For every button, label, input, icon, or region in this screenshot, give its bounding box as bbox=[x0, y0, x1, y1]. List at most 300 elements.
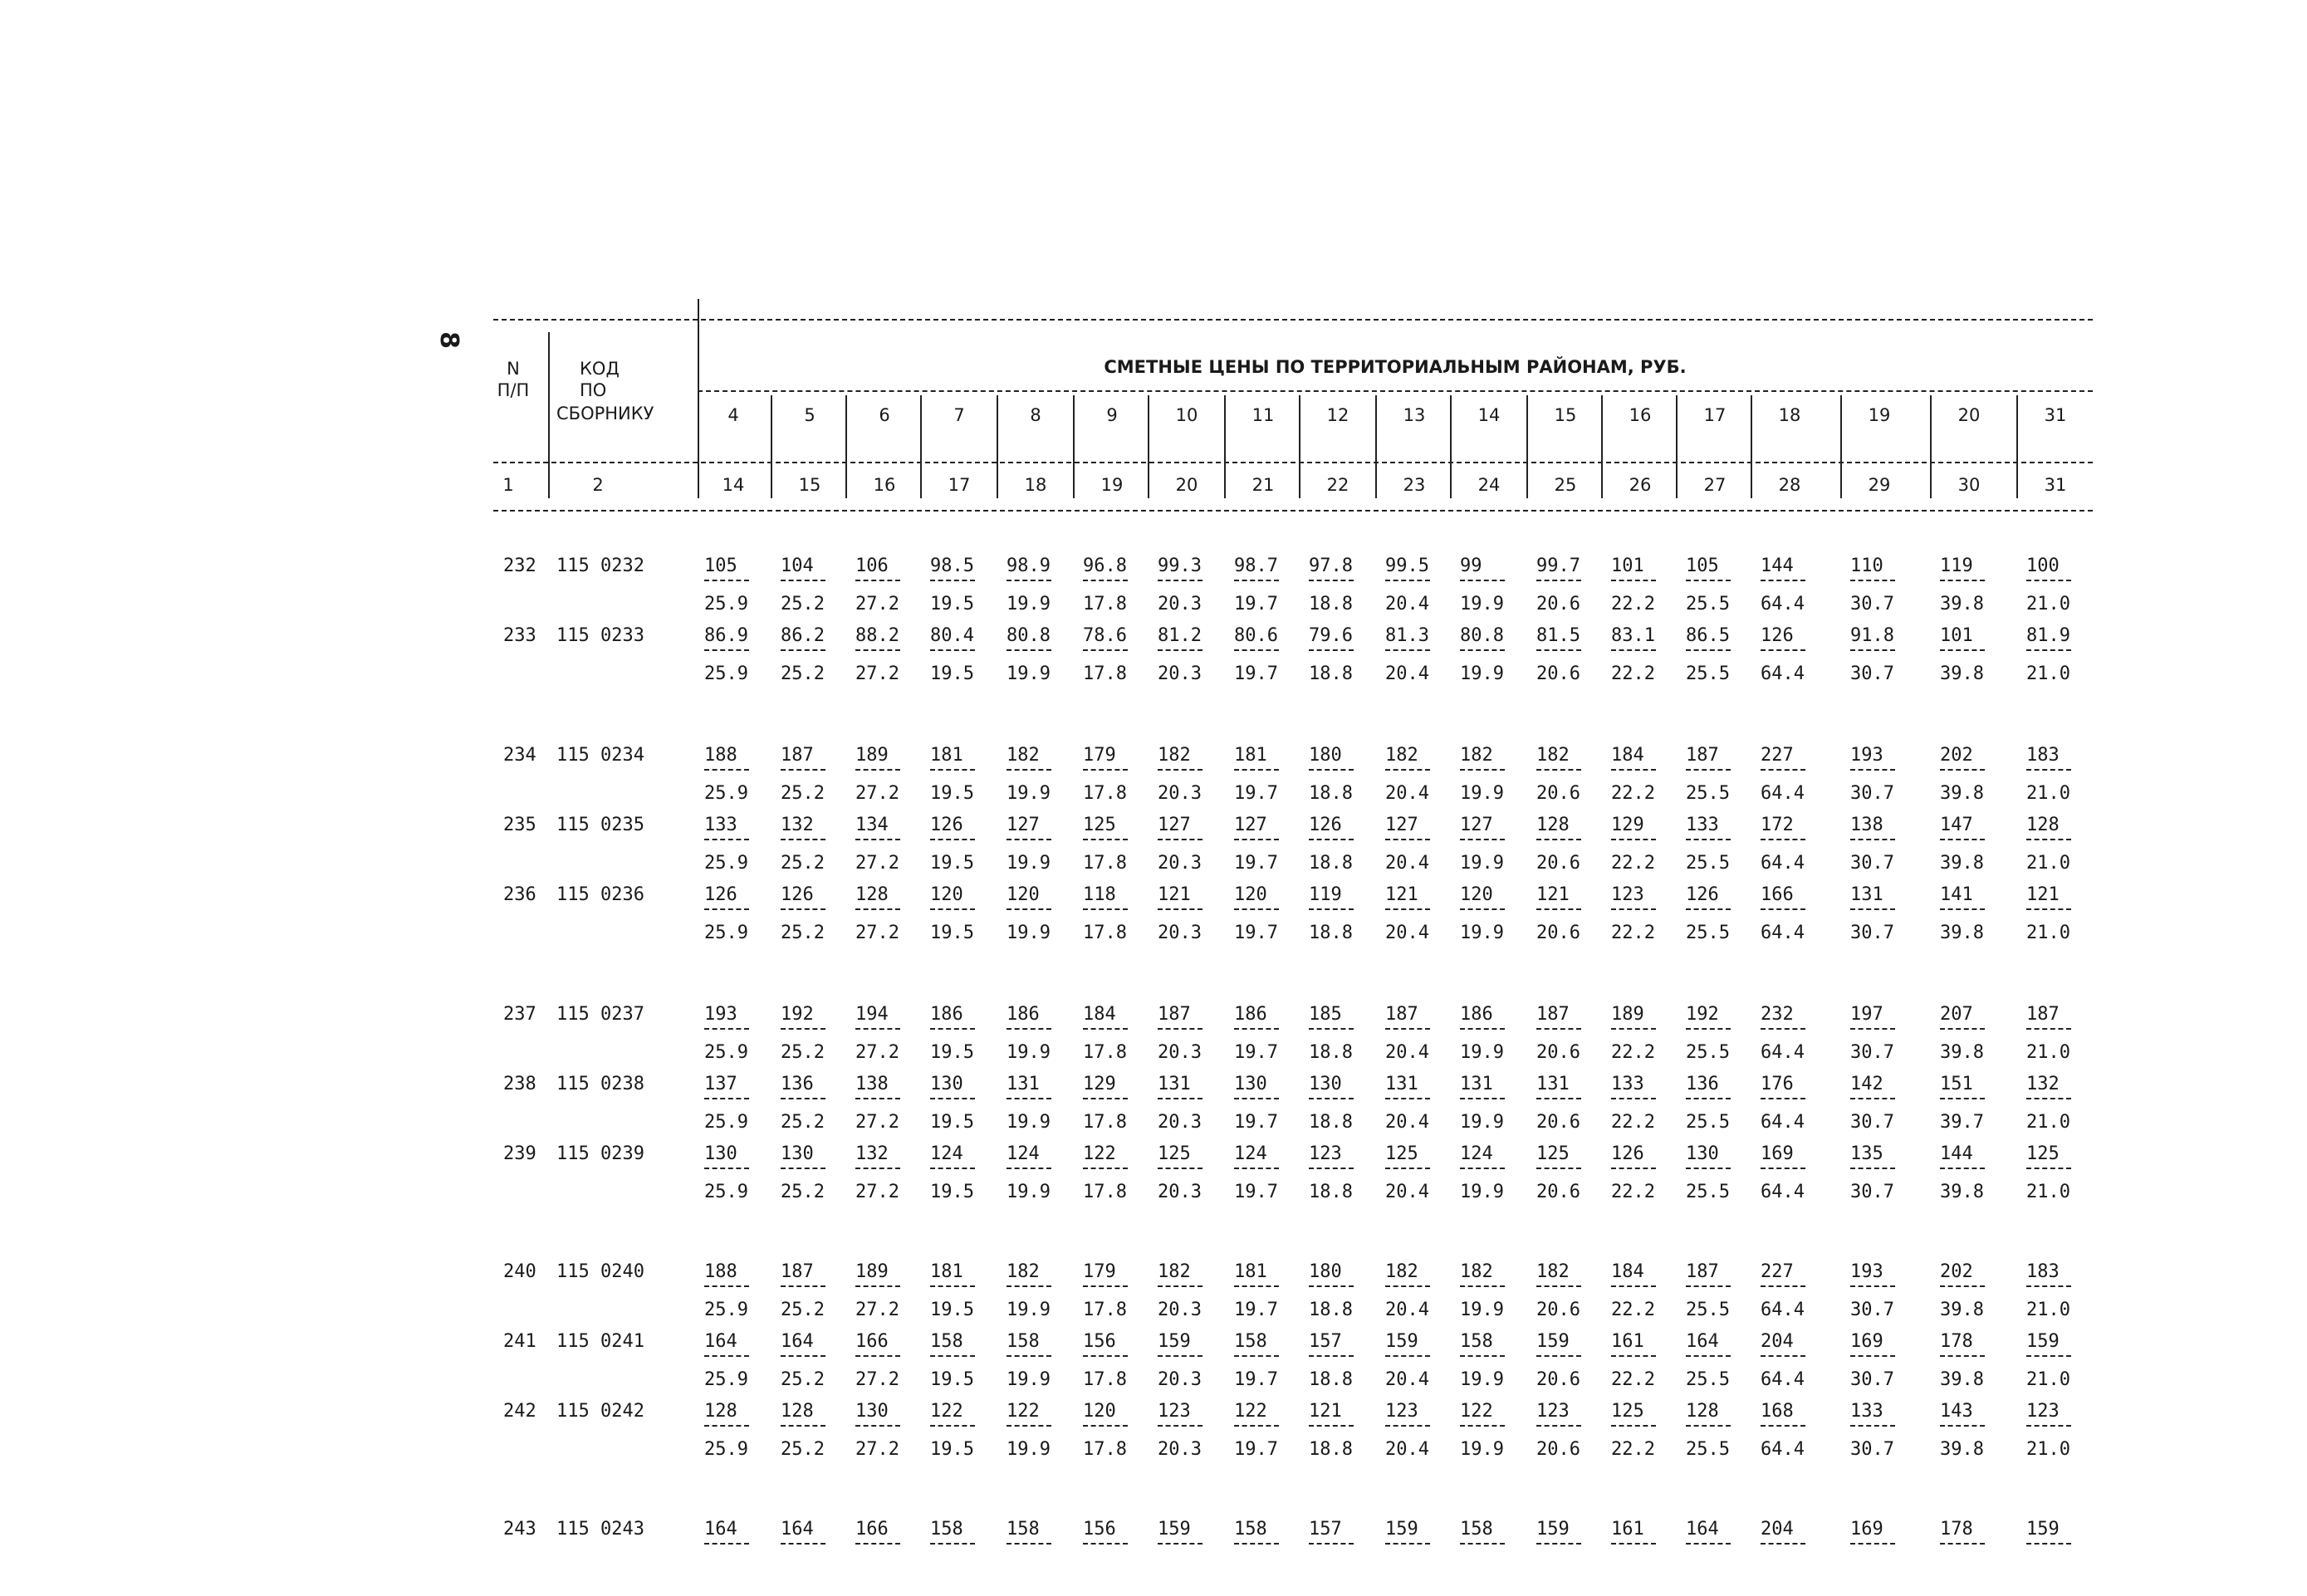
fraction-line bbox=[1460, 769, 1505, 771]
fraction-line bbox=[1611, 649, 1656, 651]
price-subvalue: 17.8 bbox=[1083, 663, 1127, 684]
price-value: 172 bbox=[1761, 815, 1794, 835]
table-row bbox=[0, 1075, 2307, 1144]
price-subvalue: 64.4 bbox=[1761, 853, 1805, 874]
fraction-line bbox=[704, 1425, 749, 1427]
price-subvalue: 17.8 bbox=[1083, 1369, 1127, 1390]
district-number: 11 bbox=[1251, 405, 1275, 425]
price-subvalue: 64.4 bbox=[1761, 1369, 1805, 1390]
fraction-line bbox=[1460, 1425, 1505, 1427]
column-number: 16 bbox=[873, 475, 896, 495]
price-value: 131 bbox=[1850, 884, 1883, 905]
district-number: 8 bbox=[1030, 405, 1041, 425]
price-subvalue: 20.4 bbox=[1385, 1439, 1429, 1460]
fraction-line bbox=[2026, 769, 2071, 771]
price-subvalue: 18.8 bbox=[1309, 853, 1353, 874]
price-value: 125 bbox=[1083, 815, 1116, 835]
price-subvalue: 21.0 bbox=[2026, 1439, 2070, 1460]
price-subvalue: 20.3 bbox=[1158, 663, 1202, 684]
fraction-line bbox=[704, 1098, 749, 1099]
price-value: 157 bbox=[1309, 1331, 1342, 1352]
fraction-line bbox=[1158, 839, 1202, 840]
fraction-line bbox=[1761, 908, 1805, 910]
price-value: 126 bbox=[930, 815, 963, 835]
price-value: 169 bbox=[1761, 1143, 1794, 1164]
price-subvalue: 25.2 bbox=[781, 783, 825, 804]
fraction-line bbox=[855, 1168, 900, 1169]
fraction-line bbox=[1385, 839, 1430, 840]
fraction-line bbox=[855, 1028, 900, 1030]
price-subvalue: 22.2 bbox=[1611, 1182, 1655, 1202]
price-subvalue: 20.3 bbox=[1158, 1369, 1202, 1390]
fraction-line bbox=[1850, 908, 1895, 910]
table-row bbox=[0, 1144, 2307, 1214]
header-separator bbox=[2016, 395, 2018, 498]
price-subvalue: 21.0 bbox=[2026, 783, 2070, 804]
fraction-line bbox=[781, 1543, 825, 1545]
fraction-line bbox=[930, 1425, 975, 1427]
fraction-line bbox=[1850, 1543, 1895, 1545]
price-value: 183 bbox=[2026, 745, 2060, 766]
price-value: 121 bbox=[1309, 1401, 1342, 1422]
header-n: N bbox=[507, 359, 520, 379]
price-subvalue: 18.8 bbox=[1309, 594, 1353, 614]
fraction-line bbox=[781, 1168, 825, 1169]
price-subvalue: 39.8 bbox=[1940, 923, 1984, 943]
fraction-line bbox=[1850, 1168, 1895, 1169]
fraction-line bbox=[1850, 1355, 1895, 1357]
fraction-line bbox=[1611, 1355, 1656, 1357]
fraction-line bbox=[1761, 1028, 1805, 1030]
row-code: 115 0236 bbox=[556, 884, 644, 905]
price-value: 129 bbox=[1611, 815, 1644, 835]
fraction-line bbox=[2026, 649, 2071, 651]
price-subvalue: 17.8 bbox=[1083, 783, 1127, 804]
price-subvalue: 30.7 bbox=[1850, 1369, 1894, 1390]
fraction-line bbox=[1234, 1355, 1279, 1357]
price-subvalue: 20.6 bbox=[1536, 1369, 1580, 1390]
price-subvalue: 25.5 bbox=[1686, 1300, 1730, 1320]
price-value: 159 bbox=[1385, 1519, 1418, 1540]
price-value: 123 bbox=[1309, 1143, 1342, 1164]
price-subvalue: 30.7 bbox=[1850, 1300, 1894, 1320]
district-number: 5 bbox=[804, 405, 816, 425]
price-value: 182 bbox=[1385, 745, 1418, 766]
price-value: 126 bbox=[1686, 884, 1719, 905]
price-subvalue: 21.0 bbox=[2026, 923, 2070, 943]
fraction-line bbox=[1761, 1168, 1805, 1169]
fraction-line bbox=[1158, 1285, 1202, 1287]
header-separator bbox=[1930, 395, 1932, 498]
price-value: 81.2 bbox=[1158, 625, 1202, 646]
column-number: 23 bbox=[1403, 475, 1426, 495]
price-value: 182 bbox=[1460, 745, 1493, 766]
price-value: 182 bbox=[1158, 1261, 1191, 1282]
price-subvalue: 19.9 bbox=[1007, 1112, 1051, 1133]
price-value: 138 bbox=[1850, 815, 1883, 835]
price-value: 204 bbox=[1761, 1331, 1794, 1352]
price-value: 186 bbox=[1234, 1004, 1267, 1025]
price-value: 138 bbox=[855, 1074, 889, 1094]
col-number-2: 2 bbox=[592, 475, 604, 495]
fraction-line bbox=[1611, 908, 1656, 910]
price-subvalue: 39.8 bbox=[1940, 1439, 1984, 1460]
price-subvalue: 20.6 bbox=[1536, 594, 1580, 614]
header-separator bbox=[548, 332, 550, 498]
header-separator bbox=[1840, 395, 1842, 498]
price-subvalue: 19.7 bbox=[1234, 1182, 1278, 1202]
fraction-line bbox=[855, 839, 900, 840]
price-value: 143 bbox=[1940, 1401, 1973, 1422]
price-value: 130 bbox=[1309, 1074, 1342, 1094]
price-subvalue: 19.5 bbox=[930, 1300, 974, 1320]
fraction-line bbox=[1234, 1285, 1279, 1287]
fraction-line bbox=[781, 1285, 825, 1287]
price-subvalue: 25.2 bbox=[781, 1369, 825, 1390]
price-subvalue: 25.2 bbox=[781, 1300, 825, 1320]
price-subvalue: 25.9 bbox=[704, 1112, 748, 1133]
price-subvalue: 20.3 bbox=[1158, 853, 1202, 874]
price-subvalue: 27.2 bbox=[855, 923, 899, 943]
price-value: 158 bbox=[930, 1519, 963, 1540]
price-value: 135 bbox=[1850, 1143, 1883, 1164]
fraction-line bbox=[855, 1543, 900, 1545]
price-subvalue: 64.4 bbox=[1761, 1439, 1805, 1460]
price-subvalue: 18.8 bbox=[1309, 1112, 1353, 1133]
price-subvalue: 19.9 bbox=[1460, 923, 1504, 943]
price-value: 181 bbox=[930, 745, 963, 766]
header-code-1: КОД bbox=[580, 359, 620, 379]
fraction-line bbox=[855, 1355, 900, 1357]
fraction-line bbox=[1940, 1425, 1985, 1427]
price-subvalue: 64.4 bbox=[1761, 783, 1805, 804]
row-number: 235 bbox=[503, 815, 536, 835]
price-value: 81.5 bbox=[1536, 625, 1580, 646]
price-value: 158 bbox=[1234, 1519, 1267, 1540]
price-subvalue: 21.0 bbox=[2026, 1112, 2070, 1133]
price-subvalue: 22.2 bbox=[1611, 1042, 1655, 1063]
price-subvalue: 64.4 bbox=[1761, 594, 1805, 614]
row-code: 115 0238 bbox=[556, 1074, 644, 1094]
price-subvalue: 20.4 bbox=[1385, 1112, 1429, 1133]
price-subvalue: 19.7 bbox=[1234, 1439, 1278, 1460]
price-value: 164 bbox=[704, 1519, 737, 1540]
price-value: 193 bbox=[1850, 1261, 1883, 1282]
fraction-line bbox=[1234, 1028, 1279, 1030]
price-subvalue: 25.9 bbox=[704, 783, 748, 804]
price-value: 125 bbox=[1611, 1401, 1644, 1422]
price-subvalue: 25.9 bbox=[704, 853, 748, 874]
fraction-line bbox=[781, 1028, 825, 1030]
price-subvalue: 17.8 bbox=[1083, 1300, 1127, 1320]
price-value: 125 bbox=[1536, 1143, 1570, 1164]
price-subvalue: 19.7 bbox=[1234, 1112, 1278, 1133]
fraction-line bbox=[1686, 1168, 1731, 1169]
price-value: 182 bbox=[1385, 1261, 1418, 1282]
price-value: 132 bbox=[781, 815, 814, 835]
district-number: 4 bbox=[727, 405, 739, 425]
price-subvalue: 19.7 bbox=[1234, 594, 1278, 614]
price-subvalue: 21.0 bbox=[2026, 853, 2070, 874]
column-number: 28 bbox=[1778, 475, 1801, 495]
fraction-line bbox=[1536, 769, 1581, 771]
price-value: 202 bbox=[1940, 1261, 1973, 1282]
fraction-line bbox=[1536, 580, 1581, 581]
price-value: 158 bbox=[1460, 1331, 1493, 1352]
district-number: 13 bbox=[1403, 405, 1426, 425]
row-number: 238 bbox=[503, 1074, 536, 1094]
header-separator bbox=[698, 299, 699, 498]
price-value: 81.9 bbox=[2026, 625, 2070, 646]
district-number: 15 bbox=[1554, 405, 1577, 425]
price-subvalue: 19.5 bbox=[930, 1182, 974, 1202]
fraction-line bbox=[1385, 1543, 1430, 1545]
district-number: 9 bbox=[1106, 405, 1118, 425]
row-code: 115 0232 bbox=[556, 556, 644, 576]
fraction-line bbox=[1761, 1098, 1805, 1099]
fraction-line bbox=[1007, 1543, 1051, 1545]
header-separator bbox=[920, 395, 922, 498]
fraction-line bbox=[1083, 1285, 1128, 1287]
price-subvalue: 27.2 bbox=[855, 783, 899, 804]
price-subvalue: 22.2 bbox=[1611, 853, 1655, 874]
price-value: 123 bbox=[1158, 1401, 1191, 1422]
column-number: 19 bbox=[1100, 475, 1124, 495]
price-subvalue: 39.7 bbox=[1940, 1112, 1984, 1133]
fraction-line bbox=[930, 1028, 975, 1030]
price-subvalue: 19.5 bbox=[930, 1439, 974, 1460]
price-value: 120 bbox=[1007, 884, 1040, 905]
fraction-line bbox=[930, 839, 975, 840]
column-number: 18 bbox=[1024, 475, 1047, 495]
fraction-line bbox=[930, 1098, 975, 1099]
price-subvalue: 22.2 bbox=[1611, 594, 1655, 614]
price-subvalue: 25.2 bbox=[781, 594, 825, 614]
price-value: 192 bbox=[1686, 1004, 1719, 1025]
fraction-line bbox=[1761, 1425, 1805, 1427]
fraction-line bbox=[1460, 649, 1505, 651]
header-separator bbox=[1224, 395, 1226, 498]
price-value: 99.7 bbox=[1536, 556, 1580, 576]
price-value: 158 bbox=[930, 1331, 963, 1352]
price-subvalue: 19.9 bbox=[1007, 1182, 1051, 1202]
price-value: 141 bbox=[1940, 884, 1973, 905]
fraction-line bbox=[1940, 649, 1985, 651]
price-subvalue: 20.3 bbox=[1158, 1182, 1202, 1202]
fraction-line bbox=[1158, 1028, 1202, 1030]
price-subvalue: 30.7 bbox=[1850, 594, 1894, 614]
price-subvalue: 18.8 bbox=[1309, 1042, 1353, 1063]
fraction-line bbox=[704, 1355, 749, 1357]
price-value: 97.8 bbox=[1309, 556, 1353, 576]
fraction-line bbox=[2026, 1285, 2071, 1287]
price-value: 147 bbox=[1940, 815, 1973, 835]
price-subvalue: 25.2 bbox=[781, 1439, 825, 1460]
fraction-line bbox=[1158, 1098, 1202, 1099]
district-number: 18 bbox=[1778, 405, 1801, 425]
fraction-line bbox=[1611, 769, 1656, 771]
fraction-line bbox=[1460, 839, 1505, 840]
fraction-line bbox=[1007, 649, 1051, 651]
price-value: 133 bbox=[1850, 1401, 1883, 1422]
price-subvalue: 19.7 bbox=[1234, 1369, 1278, 1390]
page-number-marker: 8 bbox=[433, 331, 463, 349]
fraction-line bbox=[1083, 1543, 1128, 1545]
price-value: 182 bbox=[1536, 1261, 1570, 1282]
price-value: 124 bbox=[930, 1143, 963, 1164]
district-number: 20 bbox=[1957, 405, 1981, 425]
price-subvalue: 19.9 bbox=[1007, 594, 1051, 614]
fraction-line bbox=[1686, 1543, 1731, 1545]
price-subvalue: 19.9 bbox=[1007, 853, 1051, 874]
price-subvalue: 39.8 bbox=[1940, 594, 1984, 614]
price-value: 120 bbox=[1083, 1401, 1116, 1422]
fraction-line bbox=[1611, 1543, 1656, 1545]
fraction-line bbox=[1536, 1285, 1581, 1287]
price-subvalue: 20.3 bbox=[1158, 1439, 1202, 1460]
fraction-line bbox=[1007, 769, 1051, 771]
price-value: 129 bbox=[1083, 1074, 1116, 1094]
price-subvalue: 25.9 bbox=[704, 1300, 748, 1320]
price-subvalue: 19.9 bbox=[1007, 1439, 1051, 1460]
fraction-line bbox=[1158, 649, 1202, 651]
fraction-line bbox=[1007, 1098, 1051, 1099]
price-subvalue: 20.3 bbox=[1158, 1112, 1202, 1133]
fraction-line bbox=[1083, 649, 1128, 651]
price-value: 104 bbox=[781, 556, 814, 576]
price-value: 81.3 bbox=[1385, 625, 1429, 646]
price-value: 164 bbox=[781, 1331, 814, 1352]
price-subvalue: 22.2 bbox=[1611, 1439, 1655, 1460]
price-subvalue: 27.2 bbox=[855, 1369, 899, 1390]
price-subvalue: 18.8 bbox=[1309, 1439, 1353, 1460]
price-subvalue: 27.2 bbox=[855, 663, 899, 684]
fraction-line bbox=[1083, 1355, 1128, 1357]
price-value: 123 bbox=[1385, 1401, 1418, 1422]
price-value: 159 bbox=[1536, 1519, 1570, 1540]
price-value: 179 bbox=[1083, 745, 1116, 766]
price-value: 128 bbox=[855, 884, 889, 905]
row-code: 115 0234 bbox=[556, 745, 644, 766]
price-value: 122 bbox=[1234, 1401, 1267, 1422]
price-value: 132 bbox=[2026, 1074, 2060, 1094]
header-separator bbox=[1526, 395, 1528, 498]
price-value: 124 bbox=[1007, 1143, 1040, 1164]
price-value: 158 bbox=[1460, 1519, 1493, 1540]
row-number: 243 bbox=[503, 1519, 536, 1540]
fraction-line bbox=[781, 839, 825, 840]
row-number: 240 bbox=[503, 1261, 536, 1282]
fraction-line bbox=[1940, 1098, 1985, 1099]
fraction-line bbox=[1234, 1168, 1279, 1169]
fraction-line bbox=[1007, 1168, 1051, 1169]
price-subvalue: 25.2 bbox=[781, 923, 825, 943]
price-subvalue: 19.7 bbox=[1234, 783, 1278, 804]
price-value: 130 bbox=[930, 1074, 963, 1094]
fraction-line bbox=[1385, 1285, 1430, 1287]
price-subvalue: 20.6 bbox=[1536, 1439, 1580, 1460]
price-value: 131 bbox=[1536, 1074, 1570, 1094]
column-number: 20 bbox=[1175, 475, 1198, 495]
row-code: 115 0233 bbox=[556, 625, 644, 646]
price-subvalue: 20.3 bbox=[1158, 783, 1202, 804]
price-value: 158 bbox=[1007, 1331, 1040, 1352]
price-value: 119 bbox=[1940, 556, 1973, 576]
price-subvalue: 21.0 bbox=[2026, 663, 2070, 684]
fraction-line bbox=[1385, 1028, 1430, 1030]
column-number: 27 bbox=[1703, 475, 1727, 495]
price-subvalue: 20.3 bbox=[1158, 1300, 1202, 1320]
price-value: 128 bbox=[1686, 1401, 1719, 1422]
header-top-rule bbox=[493, 319, 2093, 321]
price-value: 137 bbox=[704, 1074, 737, 1094]
price-value: 168 bbox=[1761, 1401, 1794, 1422]
price-subvalue: 25.5 bbox=[1686, 1369, 1730, 1390]
fraction-line bbox=[1940, 580, 1985, 581]
price-subvalue: 20.6 bbox=[1536, 1112, 1580, 1133]
fraction-line bbox=[1083, 1168, 1128, 1169]
price-subvalue: 20.4 bbox=[1385, 1300, 1429, 1320]
fraction-line bbox=[704, 839, 749, 840]
fraction-line bbox=[930, 769, 975, 771]
fraction-line bbox=[1385, 769, 1430, 771]
price-subvalue: 19.9 bbox=[1460, 594, 1504, 614]
price-value: 161 bbox=[1611, 1519, 1644, 1540]
fraction-line bbox=[1158, 1168, 1202, 1169]
price-subvalue: 19.9 bbox=[1460, 853, 1504, 874]
price-value: 124 bbox=[1234, 1143, 1267, 1164]
price-value: 187 bbox=[1686, 745, 1719, 766]
fraction-line bbox=[1083, 1028, 1128, 1030]
price-subvalue: 20.3 bbox=[1158, 923, 1202, 943]
price-value: 83.1 bbox=[1611, 625, 1655, 646]
header-separator bbox=[771, 395, 772, 498]
price-subvalue: 22.2 bbox=[1611, 923, 1655, 943]
fraction-line bbox=[704, 1285, 749, 1287]
column-number: 26 bbox=[1629, 475, 1652, 495]
fraction-line bbox=[1761, 1285, 1805, 1287]
price-value: 189 bbox=[1611, 1004, 1644, 1025]
price-subvalue: 18.8 bbox=[1309, 1300, 1353, 1320]
row-code: 115 0240 bbox=[556, 1261, 644, 1282]
fraction-line bbox=[2026, 580, 2071, 581]
fraction-line bbox=[1309, 908, 1354, 910]
price-value: 131 bbox=[1007, 1074, 1040, 1094]
price-subvalue: 25.5 bbox=[1686, 1042, 1730, 1063]
fraction-line bbox=[1309, 1543, 1354, 1545]
price-value: 182 bbox=[1536, 745, 1570, 766]
fraction-line bbox=[1761, 1355, 1805, 1357]
fraction-line bbox=[1536, 1098, 1581, 1099]
table-row bbox=[0, 556, 2307, 626]
fraction-line bbox=[1083, 580, 1128, 581]
fraction-line bbox=[1234, 1543, 1279, 1545]
fraction-line bbox=[1083, 1425, 1128, 1427]
price-value: 131 bbox=[1460, 1074, 1493, 1094]
fraction-line bbox=[1850, 839, 1895, 840]
price-subvalue: 19.7 bbox=[1234, 923, 1278, 943]
price-value: 164 bbox=[1686, 1331, 1719, 1352]
fraction-line bbox=[2026, 1425, 2071, 1427]
price-subvalue: 25.9 bbox=[704, 594, 748, 614]
price-value: 119 bbox=[1309, 884, 1342, 905]
price-value: 193 bbox=[1850, 745, 1883, 766]
fraction-line bbox=[930, 1168, 975, 1169]
price-value: 101 bbox=[1940, 625, 1973, 646]
fraction-line bbox=[1940, 1285, 1985, 1287]
fraction-line bbox=[1309, 1425, 1354, 1427]
price-value: 128 bbox=[781, 1401, 814, 1422]
